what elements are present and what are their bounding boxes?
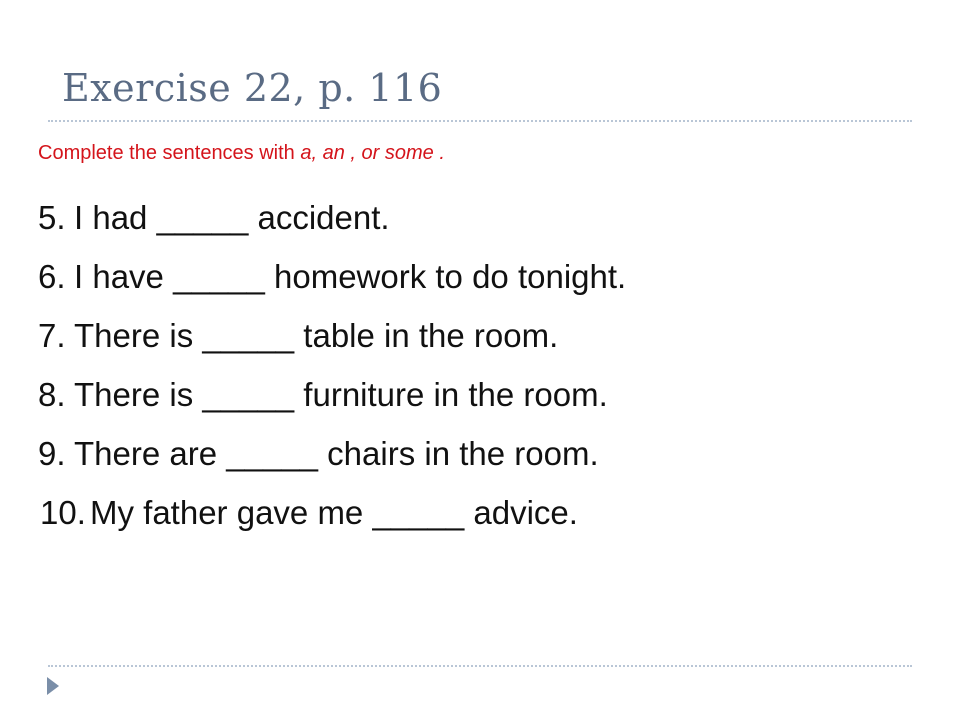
- exercise-item: [38, 247, 626, 306]
- item-number: 8.: [38, 376, 66, 413]
- exercise-item: [34, 483, 626, 542]
- exercise-item: [38, 306, 626, 365]
- item-number: 10.: [40, 494, 86, 531]
- item-text: My father gave me _____ advice.: [90, 494, 578, 531]
- bottom-divider: [48, 665, 912, 667]
- instruction-sep-1: ,: [311, 142, 323, 164]
- item-text: I have _____ homework to do tonight.: [74, 258, 627, 295]
- item-text: There are _____ chairs in the room.: [74, 435, 599, 472]
- item-number: 6.: [38, 258, 66, 295]
- top-divider: [48, 120, 912, 122]
- instruction-sep-2: , or: [344, 142, 385, 164]
- item-number: 7.: [38, 317, 66, 354]
- option-some: some: [384, 142, 434, 164]
- exercise-item: [38, 424, 626, 483]
- option-an: an: [322, 142, 345, 164]
- item-text: There is _____ table in the room.: [74, 317, 559, 354]
- instruction-end: .: [433, 142, 445, 164]
- exercise-item: [38, 188, 626, 247]
- item-text: There is _____ furniture in the room.: [74, 376, 608, 413]
- instruction-text: [38, 142, 445, 165]
- exercise-item: [38, 365, 626, 424]
- triangle-bullet-icon: [47, 677, 59, 695]
- item-number: 5.: [38, 199, 66, 236]
- item-number: 9.: [38, 435, 66, 472]
- exercise-list: [38, 188, 626, 542]
- option-a: a: [300, 142, 312, 164]
- slide-title: Exercise 22, p. 116: [62, 66, 443, 110]
- item-text: I had _____ accident.: [74, 199, 390, 236]
- instruction-lead: Complete the sentences with: [38, 142, 301, 164]
